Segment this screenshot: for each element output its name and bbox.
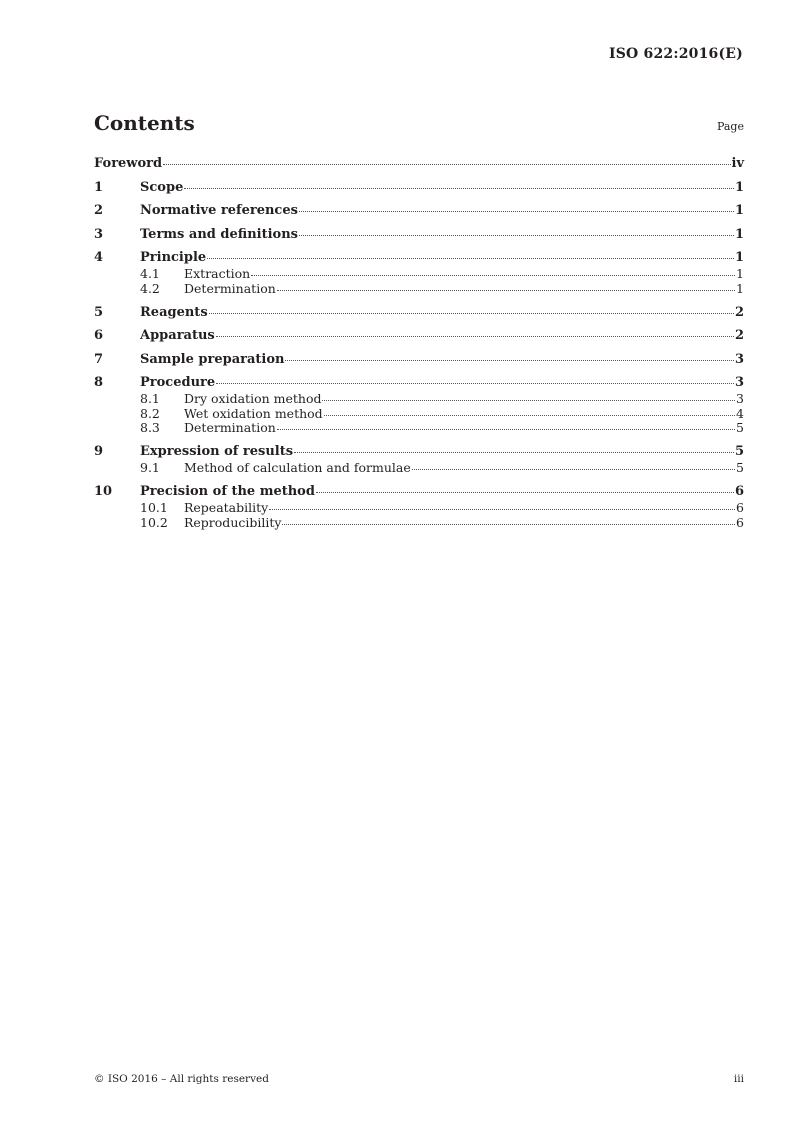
toc-entry-page: 5 (736, 420, 744, 435)
toc-entry-title: Determination (184, 280, 276, 296)
dot-leader (316, 492, 734, 493)
toc-title: Contents (94, 111, 195, 135)
dot-leader (216, 336, 734, 337)
toc-entry-title: Sample preparation (140, 351, 285, 367)
toc-entry-title: Foreword (94, 156, 163, 171)
toc-entry-page: 1 (734, 226, 744, 242)
toc-entry[interactable] (94, 250, 744, 267)
toc-entry[interactable] (94, 352, 744, 376)
toc-entry-page: 6 (734, 484, 744, 499)
toc-subentry[interactable] (94, 501, 744, 516)
toc-entry-page: 5 (736, 460, 744, 475)
toc-entry[interactable] (94, 484, 744, 501)
dot-leader (299, 235, 734, 236)
toc-subentry[interactable] (94, 282, 744, 305)
toc-entry-page: 1 (734, 250, 744, 265)
toc-entry[interactable] (94, 156, 744, 180)
toc-entry-page: 3 (734, 351, 744, 367)
dot-leader (269, 509, 735, 510)
toc-subentry[interactable] (94, 421, 744, 444)
toc-entry-title: Normative references (140, 203, 298, 218)
table-of-contents (94, 156, 744, 539)
toc-subentry[interactable] (94, 461, 744, 484)
toc-entry-title: Wet oxidation method (184, 405, 323, 421)
dot-leader (322, 400, 735, 401)
dot-leader (285, 360, 733, 361)
toc-entry-title: Extraction (184, 266, 251, 281)
dot-leader (163, 164, 730, 165)
toc-entry[interactable] (94, 203, 744, 227)
dot-leader (324, 415, 735, 416)
toc-entry-number: 3 (94, 226, 104, 242)
toc-entry-page: 3 (734, 375, 744, 390)
dot-leader (299, 211, 734, 212)
toc-entry-page: 1 (734, 203, 744, 218)
toc-entry-page: 6 (736, 500, 744, 515)
toc-subentry[interactable] (94, 516, 744, 539)
toc-entry-number: 8.1 (140, 391, 160, 406)
dot-leader (184, 188, 734, 189)
toc-entry-number: 5 (94, 304, 104, 320)
toc-entry-number: 4.2 (140, 280, 160, 296)
toc-entry[interactable] (94, 180, 744, 204)
toc-entry-title: Determination (184, 420, 276, 435)
toc-subentry[interactable] (94, 267, 744, 282)
toc-entry[interactable] (94, 328, 744, 352)
dot-leader (209, 313, 734, 314)
toc-subentry[interactable] (94, 407, 744, 422)
toc-entry-number: 2 (94, 203, 104, 218)
toc-entry-title: Method of calculation and formulae (184, 460, 411, 475)
toc-entry-page: 6 (736, 514, 744, 530)
dot-leader (277, 429, 735, 430)
toc-entry-page: 4 (736, 405, 744, 421)
dot-leader (216, 383, 734, 384)
toc-entry-number: 9 (94, 444, 104, 459)
toc-entry-title: Dry oxidation method (184, 391, 322, 406)
toc-entry-number: 8.3 (140, 420, 160, 435)
toc-entry-title: Scope (140, 179, 184, 195)
toc-entry-page: 1 (736, 266, 744, 281)
toc-entry-number: 8.2 (140, 405, 160, 421)
toc-entry-number: 10 (94, 484, 113, 499)
dot-leader (207, 258, 734, 259)
toc-entry-title: Precision of the method (140, 484, 315, 499)
toc-entry-page: iv (731, 156, 744, 171)
dot-leader (277, 290, 735, 291)
toc-entry-number: 4 (94, 250, 104, 265)
toc-entry-number: 9.1 (140, 460, 160, 475)
toc-page-column-label: Page (716, 120, 744, 133)
toc-entry-page: 5 (734, 444, 744, 459)
dot-leader (282, 524, 735, 525)
dot-leader (294, 452, 734, 453)
toc-entry-number: 6 (94, 328, 104, 343)
toc-entry-title: Reagents (140, 304, 208, 320)
toc-entry[interactable] (94, 227, 744, 251)
dot-leader (412, 469, 735, 470)
toc-entry-number: 7 (94, 351, 104, 367)
toc-entry[interactable] (94, 375, 744, 392)
toc-entry-title: Repeatability (184, 500, 269, 515)
toc-entry-title: Principle (140, 250, 207, 265)
toc-entry-page: 3 (736, 391, 744, 406)
toc-entry-title: Reproducibility (184, 514, 282, 530)
toc-entry-page: 2 (734, 328, 744, 343)
toc-entry-title: Expression of results (140, 444, 294, 459)
toc-entry[interactable] (94, 444, 744, 461)
toc-entry-title: Terms and definitions (140, 226, 298, 242)
toc-entry-title: Procedure (140, 375, 216, 390)
toc-subentry[interactable] (94, 392, 744, 407)
toc-entry-number: 4.1 (140, 266, 160, 281)
toc-header (94, 111, 744, 135)
toc-entry-title: Apparatus (140, 328, 215, 343)
dot-leader (251, 275, 735, 276)
toc-entry-page: 1 (736, 280, 744, 296)
page-footer (94, 1073, 744, 1085)
toc-entry[interactable] (94, 305, 744, 329)
toc-entry-page: 1 (734, 179, 744, 195)
toc-entry-number: 10.2 (140, 514, 168, 530)
page-number: iii (733, 1073, 744, 1085)
copyright-notice: © ISO 2016 – All rights reserved (94, 1073, 269, 1085)
toc-entry-number: 10.1 (140, 500, 168, 515)
standard-identifier: ISO 622:2016(E) (608, 46, 743, 62)
toc-entry-page: 2 (734, 304, 744, 320)
toc-entry-number: 8 (94, 375, 104, 390)
toc-entry-number: 1 (94, 179, 104, 195)
